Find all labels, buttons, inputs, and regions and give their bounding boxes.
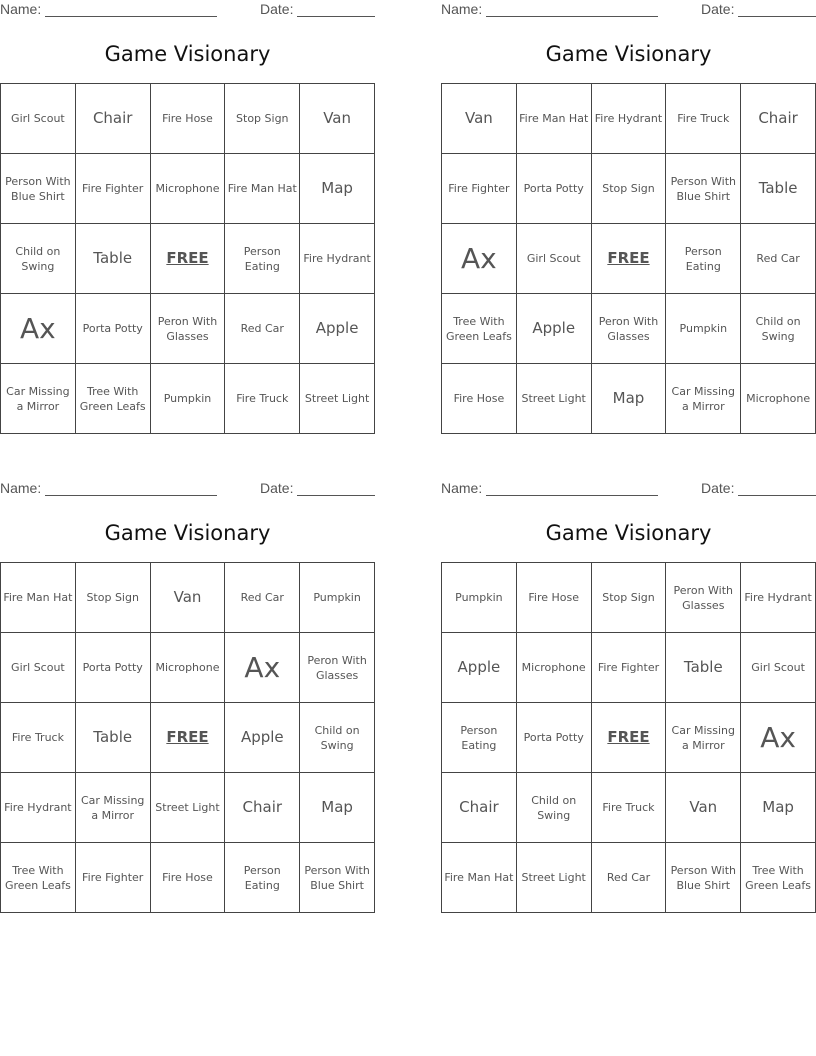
name-label: Name:: [0, 480, 42, 496]
bingo-cell: Fire Truck: [666, 84, 741, 154]
bingo-cell: Peron With Glasses: [300, 633, 375, 703]
bingo-cell: Van: [666, 773, 741, 843]
bingo-cell: Pumpkin: [442, 563, 517, 633]
bingo-cell: Table: [76, 224, 151, 294]
bingo-cell: Map: [300, 773, 375, 843]
bingo-cell: Person Eating: [666, 224, 741, 294]
bingo-cell: Child on Swing: [1, 224, 76, 294]
bingo-cell: Red Car: [225, 294, 300, 364]
bingo-cell: Tree With Green Leafs: [76, 364, 151, 434]
name-label: Name:: [0, 1, 42, 17]
bingo-cell: Table: [76, 703, 151, 773]
bingo-cell: Fire Truck: [592, 773, 667, 843]
name-blank-line: [486, 481, 658, 496]
bingo-cell: Person With Blue Shirt: [1, 154, 76, 224]
bingo-cell: Car Missing a Mirror: [666, 703, 741, 773]
bingo-cell: Van: [442, 84, 517, 154]
bingo-cell: Van: [151, 563, 226, 633]
bingo-cell: Ax: [741, 703, 816, 773]
bingo-cell: Person Eating: [442, 703, 517, 773]
bingo-cell: Fire Hydrant: [1, 773, 76, 843]
bingo-cell: Fire Truck: [1, 703, 76, 773]
bingo-grid: [0, 562, 375, 913]
bingo-cell: Apple: [517, 294, 592, 364]
free-space-cell: FREE: [592, 224, 667, 294]
bingo-cell: Chair: [225, 773, 300, 843]
bingo-cell: Microphone: [151, 154, 226, 224]
bingo-cell: Stop Sign: [592, 563, 667, 633]
bingo-cell: Map: [592, 364, 667, 434]
bingo-cell: Fire Hose: [442, 364, 517, 434]
bingo-cell: Map: [300, 154, 375, 224]
bingo-cell: Child on Swing: [741, 294, 816, 364]
bingo-card: [0, 479, 375, 914]
bingo-cell: Girl Scout: [1, 84, 76, 154]
bingo-cell: Stop Sign: [225, 84, 300, 154]
bingo-cell: Peron With Glasses: [666, 563, 741, 633]
bingo-cell: Pumpkin: [151, 364, 226, 434]
name-blank-line: [45, 2, 217, 17]
bingo-cell: Fire Fighter: [76, 843, 151, 913]
bingo-cell: Apple: [225, 703, 300, 773]
bingo-cell: Chair: [76, 84, 151, 154]
bingo-cell: Person With Blue Shirt: [300, 843, 375, 913]
name-label: Name:: [441, 480, 483, 496]
bingo-cell: Person With Blue Shirt: [666, 154, 741, 224]
bingo-cell: Porta Potty: [517, 154, 592, 224]
bingo-cell: Ax: [442, 224, 517, 294]
bingo-cell: Red Car: [741, 224, 816, 294]
bingo-cell: Peron With Glasses: [592, 294, 667, 364]
bingo-cell: Porta Potty: [517, 703, 592, 773]
date-blank-line: [297, 2, 375, 17]
bingo-cell: Fire Hose: [517, 563, 592, 633]
date-blank-line: [738, 481, 816, 496]
bingo-cell: Fire Hose: [151, 843, 226, 913]
date-field: [701, 1, 816, 19]
bingo-cell: Fire Hydrant: [592, 84, 667, 154]
bingo-cell: Pumpkin: [300, 563, 375, 633]
card-title: Game Visionary: [104, 42, 271, 66]
card-title: Game Visionary: [545, 521, 712, 545]
date-label: Date:: [260, 1, 294, 17]
bingo-cell: Van: [300, 84, 375, 154]
bingo-cell: Fire Truck: [225, 364, 300, 434]
bingo-cell: Fire Hose: [151, 84, 226, 154]
bingo-cell: Microphone: [517, 633, 592, 703]
bingo-cell: Street Light: [300, 364, 375, 434]
bingo-cell: Ax: [225, 633, 300, 703]
name-field: [0, 1, 217, 19]
date-blank-line: [297, 481, 375, 496]
bingo-cell: Microphone: [151, 633, 226, 703]
bingo-cell: Porta Potty: [76, 633, 151, 703]
bingo-cell: Person With Blue Shirt: [666, 843, 741, 913]
bingo-cell: Car Missing a Mirror: [666, 364, 741, 434]
bingo-cell: Apple: [300, 294, 375, 364]
bingo-cell: Porta Potty: [76, 294, 151, 364]
bingo-cell: Fire Hydrant: [741, 563, 816, 633]
bingo-cell: Person Eating: [225, 843, 300, 913]
bingo-cell: Microphone: [741, 364, 816, 434]
bingo-cell: Chair: [442, 773, 517, 843]
bingo-cell: Fire Fighter: [442, 154, 517, 224]
bingo-cell: Fire Man Hat: [1, 563, 76, 633]
date-label: Date:: [701, 1, 735, 17]
bingo-cell: Street Light: [151, 773, 226, 843]
bingo-cell: Stop Sign: [76, 563, 151, 633]
bingo-cell: Ax: [1, 294, 76, 364]
bingo-cell: Pumpkin: [666, 294, 741, 364]
date-blank-line: [738, 2, 816, 17]
bingo-cell: Tree With Green Leafs: [1, 843, 76, 913]
bingo-cell: Red Car: [225, 563, 300, 633]
bingo-cell: Red Car: [592, 843, 667, 913]
name-label: Name:: [441, 1, 483, 17]
free-space-cell: FREE: [592, 703, 667, 773]
name-field: [441, 480, 658, 498]
bingo-cell: Stop Sign: [592, 154, 667, 224]
bingo-cell: Fire Man Hat: [517, 84, 592, 154]
bingo-cell: Girl Scout: [741, 633, 816, 703]
bingo-cell: Peron With Glasses: [151, 294, 226, 364]
free-space-cell: FREE: [151, 703, 226, 773]
bingo-cell: Map: [741, 773, 816, 843]
free-space-cell: FREE: [151, 224, 226, 294]
bingo-cell: Fire Fighter: [76, 154, 151, 224]
bingo-cell: Child on Swing: [517, 773, 592, 843]
bingo-cell: Child on Swing: [300, 703, 375, 773]
date-field: [260, 480, 375, 498]
bingo-cell: Fire Hydrant: [300, 224, 375, 294]
name-field: [0, 480, 217, 498]
bingo-cell: Chair: [741, 84, 816, 154]
bingo-cell: Person Eating: [225, 224, 300, 294]
name-blank-line: [45, 481, 217, 496]
bingo-card: [441, 479, 816, 914]
date-label: Date:: [260, 480, 294, 496]
date-field: [701, 480, 816, 498]
date-label: Date:: [701, 480, 735, 496]
bingo-cell: Street Light: [517, 843, 592, 913]
name-field: [441, 1, 658, 19]
bingo-cell: Fire Man Hat: [225, 154, 300, 224]
bingo-grid: [441, 83, 816, 434]
bingo-cell: Fire Man Hat: [442, 843, 517, 913]
card-title: Game Visionary: [545, 42, 712, 66]
date-field: [260, 1, 375, 19]
bingo-card: [0, 0, 375, 435]
bingo-cell: Girl Scout: [1, 633, 76, 703]
bingo-cell: Table: [666, 633, 741, 703]
bingo-cell: Car Missing a Mirror: [1, 364, 76, 434]
bingo-cell: Table: [741, 154, 816, 224]
bingo-grid: [0, 83, 375, 434]
bingo-cell: Tree With Green Leafs: [442, 294, 517, 364]
bingo-card: [441, 0, 816, 435]
bingo-cell: Girl Scout: [517, 224, 592, 294]
card-title: Game Visionary: [104, 521, 271, 545]
name-blank-line: [486, 2, 658, 17]
bingo-cell: Apple: [442, 633, 517, 703]
bingo-grid: [441, 562, 816, 913]
bingo-cell: Street Light: [517, 364, 592, 434]
bingo-cell: Fire Fighter: [592, 633, 667, 703]
bingo-cell: Tree With Green Leafs: [741, 843, 816, 913]
bingo-cell: Car Missing a Mirror: [76, 773, 151, 843]
